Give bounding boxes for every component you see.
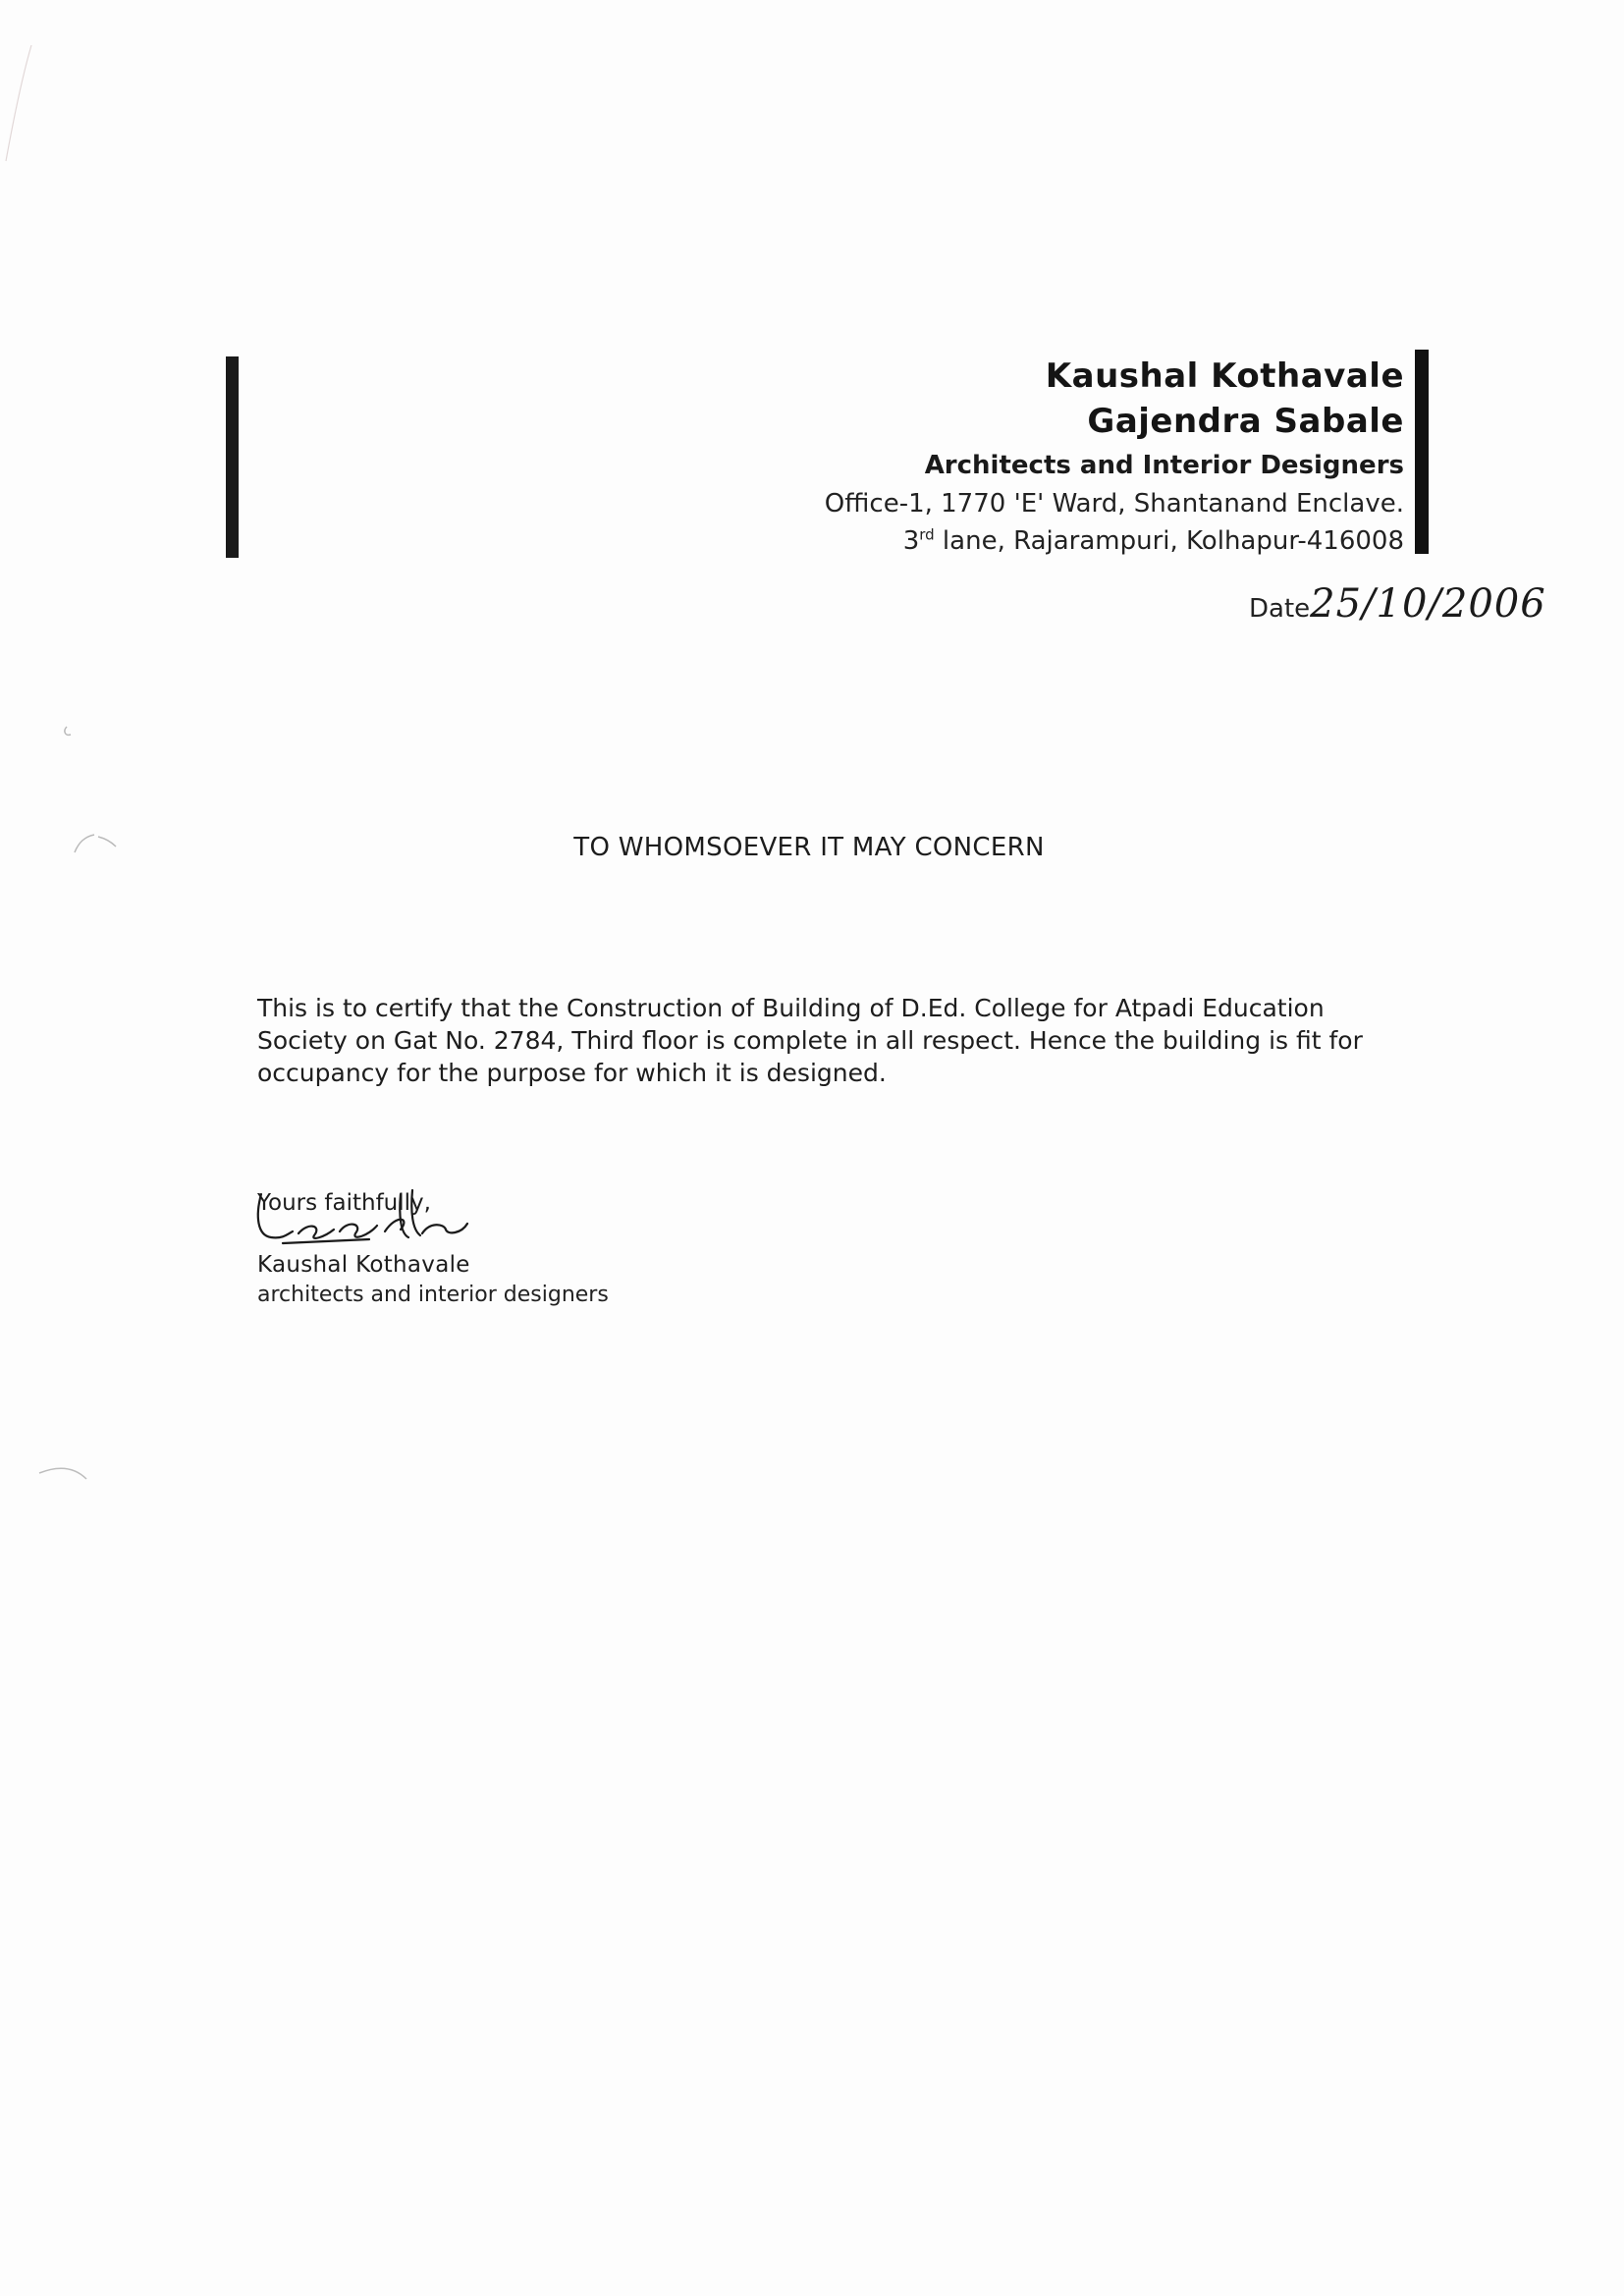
letterhead xyxy=(520,354,1404,560)
margin-mark-top xyxy=(0,39,39,167)
body-line-3: occupancy for the purpose for which it is designed. xyxy=(257,1059,887,1087)
left-decorative-bar xyxy=(226,356,239,558)
date-value-handwritten: 25/10/2006 xyxy=(1310,581,1546,627)
subject-heading xyxy=(0,833,1624,862)
date-block xyxy=(1249,581,1546,640)
letterhead-name-1: Kaushal Kothavale xyxy=(1045,356,1404,396)
closing-salutation: Yours faithfully, xyxy=(257,1190,431,1216)
date-label: Date xyxy=(1249,594,1311,624)
signatory-title: architects and interior designers xyxy=(257,1283,609,1307)
address-line-2-sup: rd xyxy=(919,525,935,544)
margin-mark-lower xyxy=(29,1453,108,1512)
right-decorative-bar xyxy=(1415,350,1429,554)
letterhead-address-line-1: Office-1, 1770 'E' Ward, Shantanand Enclave. xyxy=(824,489,1404,519)
letterhead-address-line-2 xyxy=(520,522,1404,560)
certificate-body xyxy=(257,992,1367,1089)
letterhead-name-2: Gajendra Sabale xyxy=(1087,402,1404,441)
address-line-2-rest: lane, Rajarampuri, Kolhapur-416008 xyxy=(934,526,1404,556)
subject-text: TO WHOMSOEVER IT MAY CONCERN xyxy=(573,833,1045,862)
letterhead-profession: Architects and Interior Designers xyxy=(924,451,1404,480)
body-line-1: This is to certify that the Construction of Building of D.Ed. College for Atpadi Education xyxy=(257,994,1325,1022)
signatory-name: Kaushal Kothavale xyxy=(257,1252,470,1278)
body-line-2: Society on Gat No. 2784, Third floor is complete in all respect. Hence the building is fit for xyxy=(257,1026,1363,1055)
address-line-2-prefix: 3 xyxy=(902,526,920,556)
margin-marks xyxy=(39,717,128,913)
